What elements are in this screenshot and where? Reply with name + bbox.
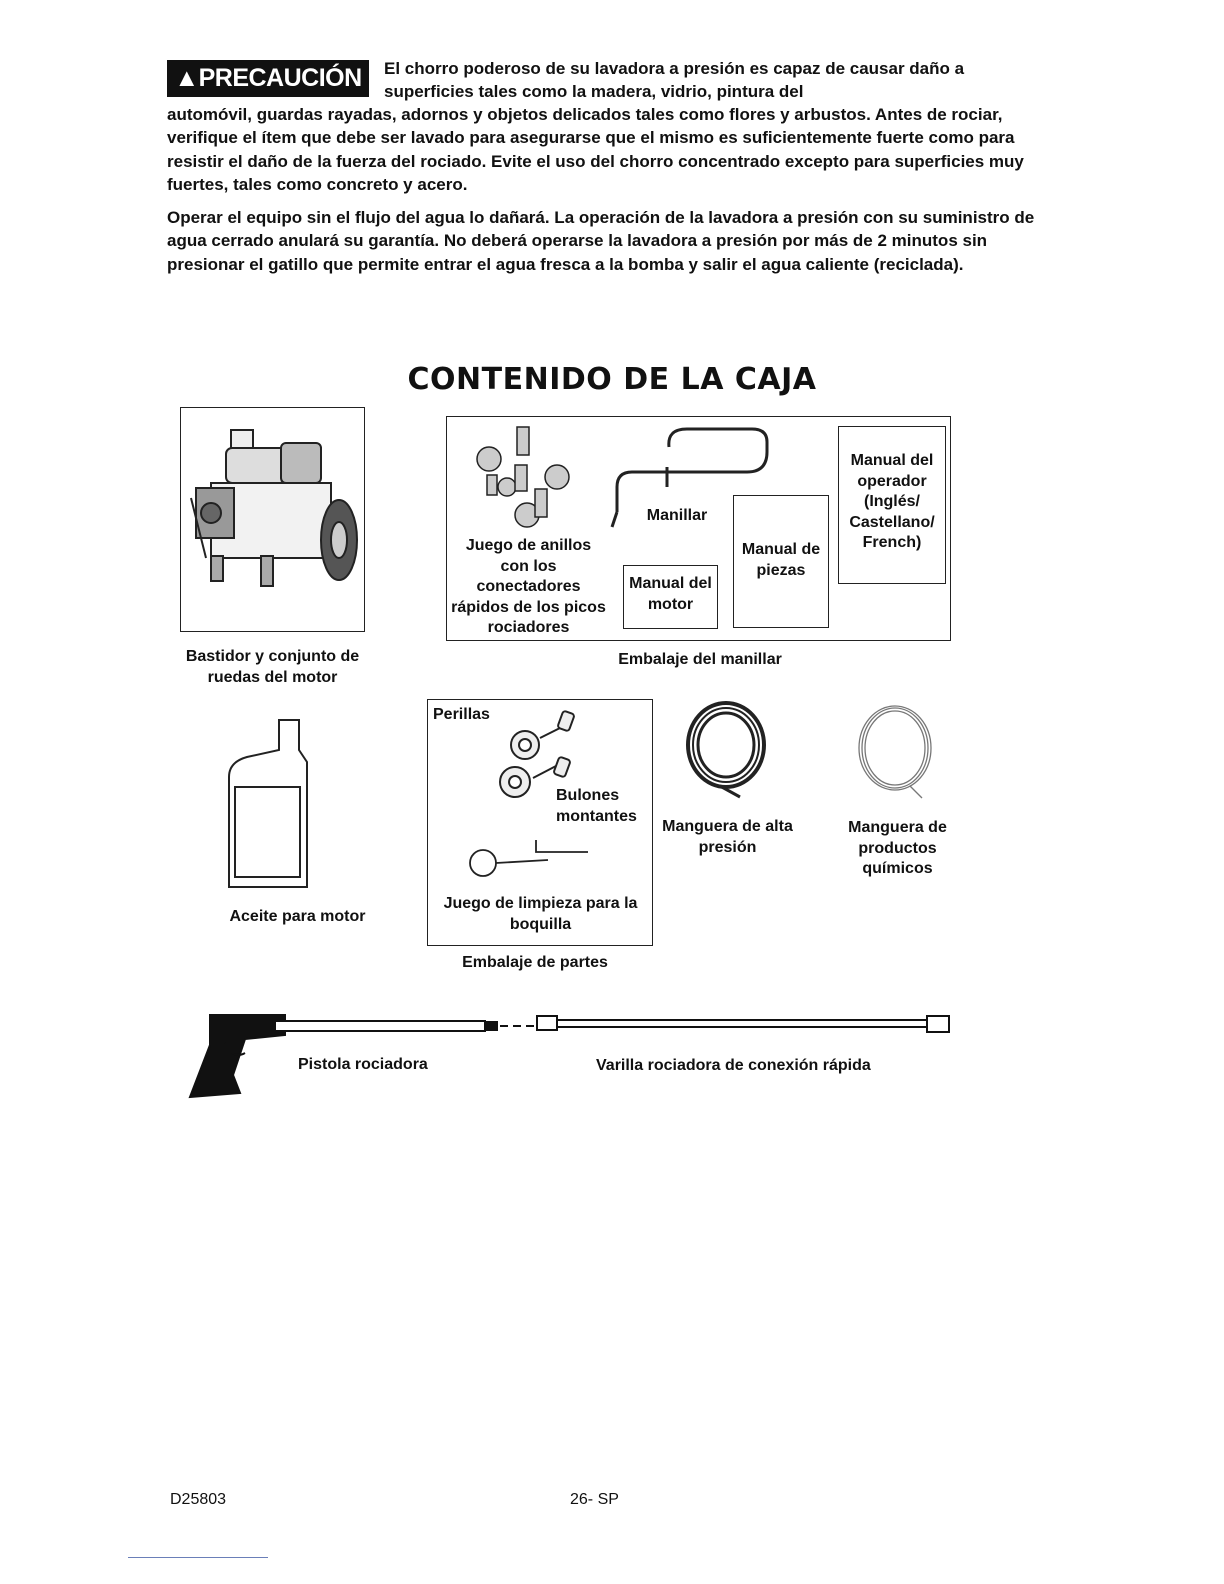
handle-package-box (446, 416, 951, 641)
handle-label: Manillar (646, 507, 708, 524)
caution-text-first: El chorro poderoso de su lavadora a presión es capaz de causar daño a superficies tales como la madera, vidrio, pintura del (384, 59, 965, 102)
high-pressure-hose-icon (680, 700, 780, 800)
handle-package-label: Embalaje del manillar (618, 651, 782, 668)
engine-manual-box (623, 565, 718, 629)
operation-notice: Operar el equipo sin el flujo del agua lo dañará. La operación de la lavadora a presión con su suministro de agua cerrado anulará su garantía. No deberá operarse la lavadora a presión por más de 2 minutos sin presionar el gatillo que permite entrar el agua fresca a la bomba y salir el agua caliente (reciclada). (167, 208, 1035, 274)
chemical-hose-icon (850, 700, 950, 800)
caution-text-rest: automóvil, guardas rayadas, adornos y objetos delicados tales como flores y arbustos. Antes de rociar, verifique el ítem que debe ser lavado para asegurarse que el mismo es suficientemente fuerte como para resistir el daño de la fuerza del rociado. Evite el uso del chorro concentrado excepto para superficies muy fuertes, tales como concreto y acero. (167, 105, 1024, 195)
caution-badge: ▲PRECAUCIÓN (167, 60, 369, 97)
spray-wand-label: Varilla rociadora de conexión rápida (596, 1057, 871, 1074)
engine-manual-label: Manual del motor (629, 575, 712, 613)
frame-label: Bastidor y conjunto de ruedas del motor (185, 648, 360, 686)
spray-wand-icon (535, 1010, 955, 1050)
frame-image-box (180, 407, 365, 632)
oil-label: Aceite para motor (229, 908, 366, 925)
pressure-washer-icon (181, 408, 366, 633)
page-number: 26- SP (570, 1491, 619, 1508)
knobs-label: Perillas (433, 706, 490, 723)
operator-manual-label: Manual del operador (Inglés/ Castellano/ French) (849, 452, 935, 551)
footer-rule (128, 1557, 268, 1558)
parts-manual-label: Manual de piezas (741, 541, 821, 579)
cleaning-kit-label: Juego de limpieza para la boquilla (443, 895, 638, 933)
nozzle-set-label: Juego de anillos con los conectadores rápidos de los picos rociadores (451, 537, 606, 636)
parts-package-label: Embalaje de partes (462, 954, 608, 971)
section-title: CONTENIDO DE LA CAJA (407, 362, 817, 397)
chemical-hose-label: Manguera de productos químicos (848, 819, 947, 877)
spray-gun-label: Pistola rociadora (298, 1056, 428, 1073)
operator-manual-box (838, 426, 946, 584)
parts-manual-box (733, 495, 829, 628)
document-code: D25803 (170, 1491, 227, 1508)
high-pressure-hose-label: Manguera de alta presión (662, 818, 793, 856)
oil-bottle-icon (227, 712, 327, 892)
parts-package-box (427, 699, 653, 946)
bolts-label: Bulones montantes (556, 787, 637, 825)
